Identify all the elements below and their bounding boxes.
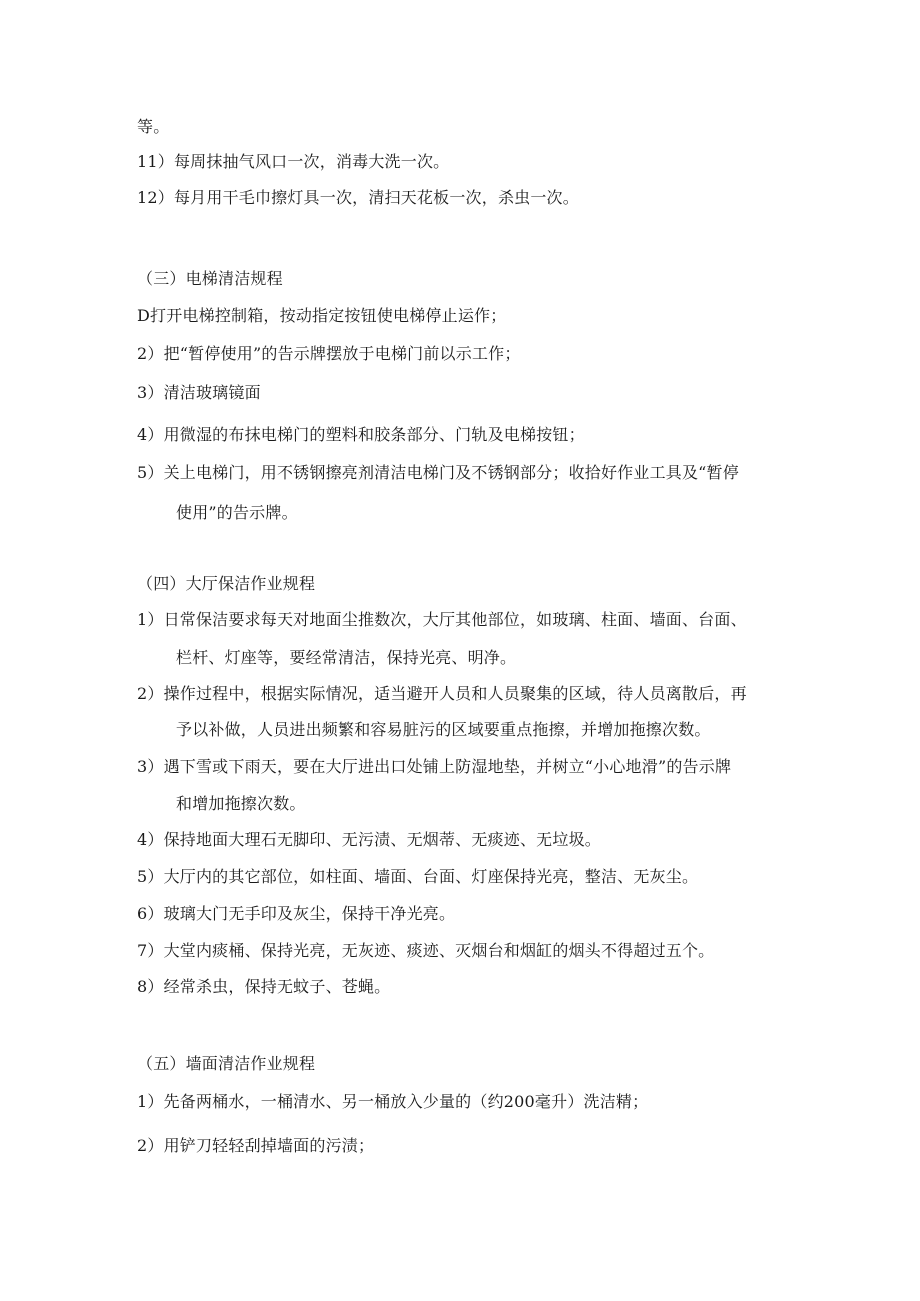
- list-item-continuation: 使用”的告示牌。: [176, 503, 298, 522]
- list-item: 3）遇下雪或下雨天，要在大厅进出口处铺上防湿地垫，并树立“小心地滑”的告示牌: [137, 757, 732, 776]
- list-item: 2）用铲刀轻轻刮掉墙面的污渍；: [137, 1136, 375, 1155]
- list-item: 11）每周抹抽气风口一次，消毒大洗一次。: [137, 152, 450, 171]
- list-item: 1）日常保洁要求每天对地面尘推数次，大厅其他部位，如玻璃、柱面、墙面、台面、: [137, 610, 747, 629]
- section-heading: （四）大厅保洁作业规程: [137, 574, 316, 593]
- section-heading: （五）墙面清洁作业规程: [137, 1054, 316, 1073]
- list-item: 2）把“暂停使用”的告示牌摆放于电梯门前以示工作；: [137, 344, 521, 363]
- list-item: 5）大厅内的其它部位，如柱面、墙面、台面、灯座保持光亮，整洁、无灰尘。: [137, 867, 699, 886]
- list-item: 6）玻璃大门无手印及灰尘，保持干净光亮。: [137, 904, 456, 923]
- list-item-continuation: 栏杆、灯座等，要经常清洁，保持光亮、明净。: [176, 648, 517, 667]
- list-item: 7）大堂内痰桶、保持光亮，无灰迹、痰迹、灭烟台和烟缸的烟头不得超过五个。: [137, 941, 715, 960]
- list-item: 5）关上电梯门，用不锈钢擦亮剂清洁电梯门及不锈钢部分；收拾好作业工具及“暂停: [137, 463, 739, 482]
- list-item: 4）保持地面大理石无脚印、无污渍、无烟蒂、无痰迹、无垃圾。: [137, 830, 601, 849]
- list-item-continuation: 和增加拖擦次数。: [176, 794, 306, 813]
- list-item: 2）操作过程中，根据实际情况，适当避开人员和人员聚集的区域，待人员离散后，再: [137, 684, 747, 703]
- list-item: 3）清洁玻璃镜面: [137, 383, 261, 402]
- list-item: D打开电梯控制箱，按动指定按钮使电梯停止运作；: [137, 306, 507, 325]
- list-item-continuation: 予以补做，人员进出频繁和容易脏污的区域要重点拖擦，并增加拖擦次数。: [176, 720, 711, 739]
- list-item: 4）用微湿的布抹电梯门的塑料和胶条部分、门轨及电梯按钮；: [137, 425, 585, 444]
- text-line: 等。: [137, 117, 170, 136]
- list-item: 1）先备两桶水，一桶清水、另一桶放入少量的（约200毫升）洗洁精；: [137, 1092, 649, 1111]
- list-item: 8）经常杀虫，保持无蚊子、苍蝇。: [137, 977, 391, 996]
- list-item: 12）每月用干毛巾擦灯具一次，清扫天花板一次，杀虫一次。: [137, 188, 579, 207]
- section-heading: （三）电梯清洁规程: [137, 269, 283, 288]
